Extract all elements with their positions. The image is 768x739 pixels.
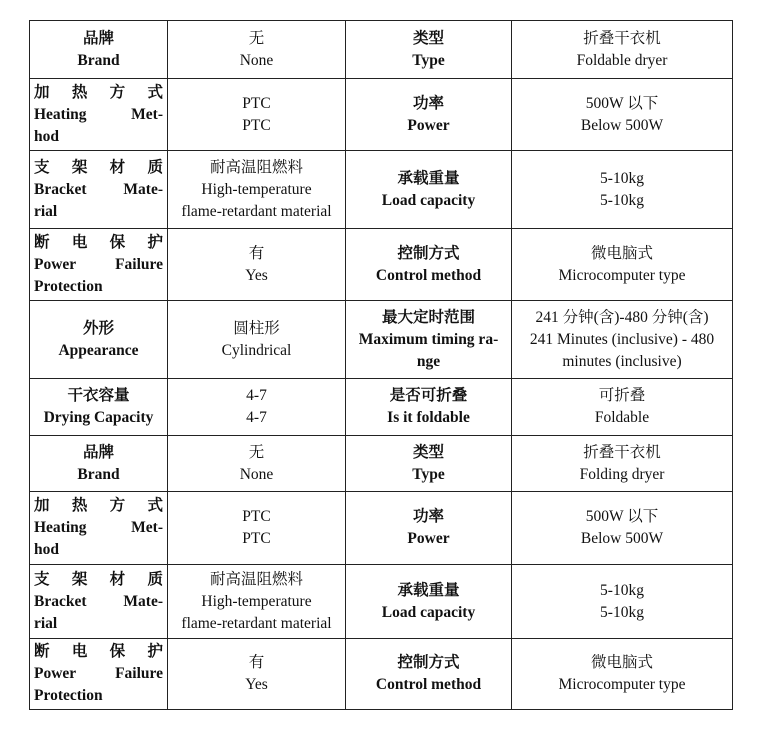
spec-value-cell <box>168 565 346 639</box>
spec-label-cell <box>30 79 168 151</box>
spec-value-line: Foldable dryer <box>576 51 668 69</box>
spec-value-line: 500W 以下 <box>585 94 659 112</box>
spec-label-cell <box>30 379 168 436</box>
spec-label-line: Control method <box>375 266 482 284</box>
table-row <box>30 565 733 639</box>
spec-value-line: 微电脑式 <box>590 654 653 671</box>
table-row <box>30 492 733 565</box>
spec-value-line: None <box>239 51 274 69</box>
spec-label-cell <box>346 492 512 565</box>
spec-label-line: rial <box>34 614 58 632</box>
spec-value-cell <box>512 565 733 639</box>
spec-label-line: Drying Capacity <box>43 409 154 426</box>
spec-label-line: Is it foldable <box>387 409 470 426</box>
spec-table-body <box>30 21 733 710</box>
spec-value-line: None <box>239 465 274 483</box>
spec-label-line: Heating Met- <box>34 105 163 123</box>
spec-label-line: 干衣容量 <box>67 387 130 404</box>
spec-label-line: Brand <box>77 465 120 483</box>
spec-label-cell <box>30 301 168 379</box>
spec-value-line: 耐高温阻燃料 <box>209 570 303 588</box>
table-row <box>30 229 733 301</box>
spec-label-cell <box>346 79 512 151</box>
spec-value-line: 可折叠 <box>598 387 646 404</box>
spec-value-cell <box>512 229 733 301</box>
spec-label-line: Heating Met- <box>34 519 163 536</box>
spec-label-line: 支架材质 <box>34 158 163 176</box>
spec-label-line: Protection <box>34 687 103 704</box>
spec-value-line: 耐高温阻燃料 <box>209 158 303 176</box>
spec-value-line: Yes <box>245 266 268 284</box>
spec-value-cell <box>168 151 346 229</box>
spec-value-line: 微电脑式 <box>590 244 653 262</box>
spec-label-line: Load capacity <box>381 603 476 621</box>
spec-value-line: 有 <box>248 654 265 671</box>
table-row <box>30 639 733 710</box>
spec-label-line: Power <box>407 530 450 547</box>
spec-label-line: Power Failure <box>34 665 163 682</box>
spec-label-cell <box>30 565 168 639</box>
spec-label-cell <box>346 21 512 79</box>
spec-value-line: 5-10kg <box>600 191 644 209</box>
spec-label-line: Brand <box>77 51 120 69</box>
spec-value-cell <box>512 492 733 565</box>
spec-value-line: 5-10kg <box>600 169 644 187</box>
spec-value-line: flame-retardant material <box>181 614 332 632</box>
spec-value-line: PTC <box>242 508 271 525</box>
spec-label-line: 加热方式 <box>34 497 163 514</box>
spec-value-line: Microcomputer type <box>558 676 686 693</box>
spec-value-line: 折叠干衣机 <box>583 29 661 47</box>
spec-value-line: PTC <box>242 94 271 112</box>
spec-value-cell <box>512 379 733 436</box>
spec-value-line: Below 500W <box>580 530 664 547</box>
spec-value-cell <box>168 301 346 379</box>
spec-label-line: 承载重量 <box>397 169 460 187</box>
spec-label-line: 控制方式 <box>397 654 460 671</box>
spec-label-line: Bracket Mate- <box>34 180 163 198</box>
spec-label-line: 品牌 <box>82 29 114 47</box>
spec-label-line: nge <box>416 352 441 370</box>
spec-value-line: 5-10kg <box>600 581 644 599</box>
spec-label-line: 类型 <box>412 29 444 47</box>
spec-value-cell <box>168 229 346 301</box>
spec-value-line: 有 <box>248 244 265 262</box>
spec-value-line: minutes (inclusive) <box>562 352 682 370</box>
spec-label-cell <box>346 151 512 229</box>
table-row <box>30 21 733 79</box>
spec-label-line: Load capacity <box>381 191 476 209</box>
spec-table <box>29 20 733 710</box>
spec-value-cell <box>168 79 346 151</box>
spec-label-line: 功率 <box>412 508 444 525</box>
spec-value-line: Folding dryer <box>579 465 665 483</box>
spec-label-line: Power Failure <box>34 255 163 273</box>
spec-label-line: 加热方式 <box>34 83 163 101</box>
spec-label-cell <box>346 565 512 639</box>
spec-value-line: 无 <box>248 443 265 461</box>
spec-label-cell <box>346 639 512 710</box>
spec-label-line: 断电保护 <box>34 643 163 660</box>
spec-value-line: 无 <box>248 29 265 47</box>
table-row <box>30 151 733 229</box>
spec-value-cell <box>512 436 733 492</box>
spec-value-line: Yes <box>245 676 268 693</box>
spec-value-cell <box>168 379 346 436</box>
spec-label-line: 品牌 <box>82 443 114 461</box>
spec-value-cell <box>168 21 346 79</box>
spec-value-cell <box>512 301 733 379</box>
spec-label-line: 外形 <box>82 319 114 337</box>
spec-label-cell <box>346 379 512 436</box>
spec-label-cell <box>30 436 168 492</box>
spec-label-line: 支架材质 <box>34 570 163 588</box>
spec-value-line: 折叠干衣机 <box>583 443 661 461</box>
spec-label-line: 承载重量 <box>397 581 460 599</box>
spec-label-line: 最大定时范围 <box>381 308 475 326</box>
spec-value-cell <box>512 79 733 151</box>
spec-label-line: Appearance <box>58 341 139 359</box>
spec-label-line: Control method <box>375 676 482 693</box>
spec-label-line: hod <box>34 127 59 145</box>
spec-label-cell <box>346 436 512 492</box>
spec-value-line: 500W 以下 <box>585 508 659 525</box>
spec-value-line: 4-7 <box>246 387 267 404</box>
spec-label-line: 断电保护 <box>34 233 163 251</box>
spec-label-cell <box>30 21 168 79</box>
spec-label-line: Bracket Mate- <box>34 592 163 610</box>
spec-value-line: 4-7 <box>246 409 267 426</box>
spec-label-line: 是否可折叠 <box>389 387 468 404</box>
spec-label-cell <box>346 229 512 301</box>
spec-label-line: Type <box>412 465 445 483</box>
spec-value-line: 241 Minutes (inclusive) - 480 <box>529 330 715 348</box>
spec-value-line: High-temperature <box>201 592 312 610</box>
spec-value-line: flame-retardant material <box>181 202 332 220</box>
spec-value-line: 圆柱形 <box>233 319 280 337</box>
spec-value-line: Cylindrical <box>221 341 292 359</box>
spec-value-line: PTC <box>242 116 271 134</box>
spec-value-cell <box>168 492 346 565</box>
spec-value-line: 241 分钟(含)-480 分钟(含) <box>535 308 709 326</box>
table-row <box>30 436 733 492</box>
spec-value-cell <box>512 21 733 79</box>
spec-label-line: 类型 <box>412 443 444 461</box>
spec-label-cell <box>30 639 168 710</box>
spec-label-line: rial <box>34 202 58 220</box>
spec-label-line: Power <box>407 116 450 134</box>
spec-label-cell <box>30 492 168 565</box>
spec-label-line: Type <box>412 51 445 69</box>
spec-label-cell <box>30 229 168 301</box>
spec-label-line: Protection <box>34 277 103 295</box>
spec-value-line: Below 500W <box>580 116 664 134</box>
spec-value-cell <box>168 639 346 710</box>
spec-value-line: Microcomputer type <box>558 266 686 284</box>
table-row <box>30 79 733 151</box>
table-row <box>30 379 733 436</box>
spec-label-line: 控制方式 <box>397 244 460 262</box>
spec-label-cell <box>30 151 168 229</box>
spec-label-cell <box>346 301 512 379</box>
spec-value-line: High-temperature <box>201 180 312 198</box>
spec-label-line: 功率 <box>412 94 444 112</box>
spec-value-line: PTC <box>242 530 271 547</box>
spec-value-cell <box>512 639 733 710</box>
spec-value-line: 5-10kg <box>600 603 644 621</box>
spec-value-cell <box>168 436 346 492</box>
spec-label-line: Maximum timing ra- <box>358 330 499 348</box>
table-row <box>30 301 733 379</box>
spec-value-cell <box>512 151 733 229</box>
spec-value-line: Foldable <box>594 409 650 426</box>
spec-label-line: hod <box>34 541 59 558</box>
